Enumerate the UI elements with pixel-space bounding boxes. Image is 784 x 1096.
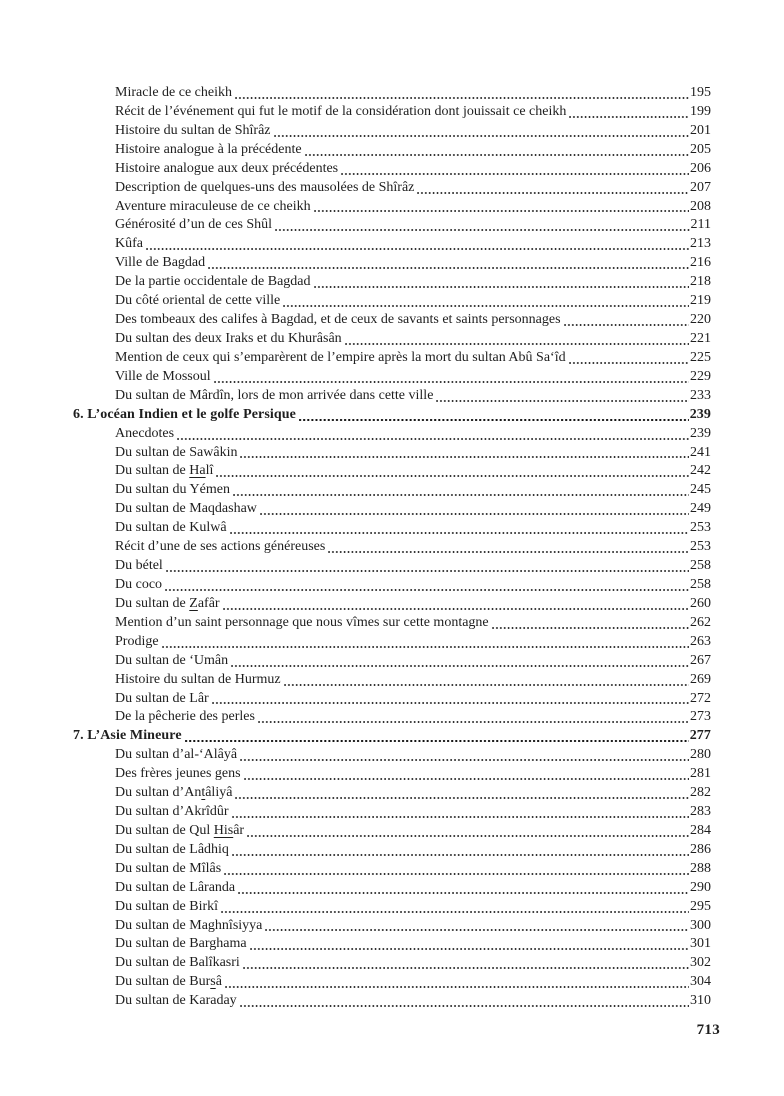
toc-row: [73, 765, 711, 784]
toc-entry-title: Du sultan de Bursâ: [115, 974, 222, 990]
toc-entry-page: 280: [690, 747, 711, 763]
toc-entry-title: Histoire analogue à la précédente: [115, 141, 302, 157]
toc-entry-page: 207: [690, 179, 711, 195]
toc-row: [73, 84, 711, 103]
toc-entry-page: 282: [690, 785, 711, 801]
dot-leader: [231, 664, 689, 668]
toc-entry-title: Des tombeaux des califes à Bagdad, et de ceux de savants et saints personnages: [115, 312, 561, 328]
toc-entry-title: Du sultan de Maghnîsiyya: [115, 917, 263, 933]
toc-entry-page: 300: [690, 917, 711, 933]
dot-leader: [225, 985, 689, 989]
toc-entry-page: 262: [690, 614, 711, 630]
toc-entry-title: Du sultan de Lâr: [115, 690, 209, 706]
dot-leader: [166, 569, 689, 573]
toc-entry-title: Du sultan du Yémen: [115, 482, 230, 498]
toc-entry-title: Histoire du sultan de Hurmuz: [115, 671, 281, 687]
toc-entry-page: 310: [690, 993, 711, 1009]
dot-leader: [328, 550, 689, 554]
toc-row: [73, 954, 711, 973]
toc-row: [73, 292, 711, 311]
dot-leader: [240, 455, 689, 459]
toc-row: [73, 481, 711, 500]
toc-entry-page: 272: [690, 690, 711, 706]
dot-leader: [436, 399, 689, 403]
dot-leader: [299, 418, 689, 422]
dot-leader: [240, 1004, 689, 1008]
toc-row: [73, 349, 711, 368]
toc-entry-title: Description de quelques-uns des mausolées de Shîrâz: [115, 179, 415, 195]
toc-entry-page: 249: [690, 501, 711, 517]
dot-leader: [569, 361, 689, 365]
dot-leader: [258, 720, 689, 724]
toc-entry-page: 205: [690, 141, 711, 157]
dot-leader: [162, 645, 689, 649]
toc-entry-title: Du sultan de Zafâr: [115, 595, 220, 611]
toc-entry-title: Générosité d’un de ces Shûl: [115, 217, 273, 233]
toc-row: [73, 462, 711, 481]
toc-entry-title: Aventure miraculeuse de ce cheikh: [115, 198, 311, 214]
toc-row: [73, 425, 711, 444]
toc-entry-title: Du sultan de Birkî: [115, 898, 219, 914]
toc-entry-page: 242: [690, 463, 711, 479]
dot-leader: [492, 626, 689, 630]
toc-entry-title: Du sultan des deux Iraks et du Khurâsân: [115, 330, 342, 346]
dot-leader: [232, 853, 689, 857]
dot-leader: [216, 474, 689, 478]
toc-entry-title: Ville de Mossoul: [115, 368, 211, 384]
toc-row: [73, 216, 711, 235]
toc-entry-page: 239: [690, 425, 711, 441]
dot-leader: [314, 285, 689, 289]
dot-leader: [284, 683, 689, 687]
toc-entry-page: 216: [690, 255, 711, 271]
dot-leader: [274, 134, 689, 138]
toc-entry-title: Du sultan de Lâdhiq: [115, 841, 229, 857]
toc-row: [73, 368, 711, 387]
toc-row: [73, 519, 711, 538]
toc-entry-title: Mention d’un saint personnage que nous vîmes sur cette montagne: [115, 614, 489, 630]
toc-entry-title: Du sultan de Lâranda: [115, 879, 236, 895]
toc-entry-page: 206: [690, 160, 711, 176]
toc-entry-page: 241: [690, 444, 711, 460]
toc-entry-title: Ville de Bagdad: [115, 255, 206, 271]
dot-leader: [345, 342, 689, 346]
toc-row: [73, 311, 711, 330]
toc-row: [73, 879, 711, 898]
toc-entry-title: Du sultan de Mîlâs: [115, 860, 222, 876]
toc-entry-title: 6. L’océan Indien et le golfe Persique: [73, 406, 296, 422]
toc-entry-page: 213: [690, 236, 711, 252]
toc-entry-page: 258: [690, 558, 711, 574]
toc-entry-page: 273: [690, 709, 711, 725]
toc-row: [73, 935, 711, 954]
dot-leader: [283, 304, 689, 308]
dot-leader: [275, 228, 689, 232]
toc-entry-page: 260: [690, 595, 711, 611]
toc-entry-page: 267: [690, 652, 711, 668]
toc-entry-page: 221: [690, 330, 711, 346]
dot-leader: [260, 512, 689, 516]
toc-row: [73, 973, 711, 992]
toc-entry-title: Du côté oriental de cette ville: [115, 293, 281, 309]
toc-entry-title: Prodige: [115, 633, 159, 649]
toc-entry-page: 208: [690, 198, 711, 214]
toc-entry-title: Récit de l’événement qui fut le motif de la considération dont jouissait ce cheikh: [115, 103, 567, 119]
toc-entry-title: Du sultan d’Antâliyâ: [115, 785, 233, 801]
dot-leader: [185, 739, 689, 743]
toc-row: [73, 992, 711, 1011]
toc-entry-page: 281: [690, 766, 711, 782]
dot-leader: [224, 872, 689, 876]
toc-entry-title: De la partie occidentale de Bagdad: [115, 274, 311, 290]
toc-row: [73, 671, 711, 690]
dot-leader: [238, 891, 689, 895]
dot-leader: [244, 777, 689, 781]
toc-entry-title: Anecdotes: [115, 425, 175, 441]
toc-row: [73, 633, 711, 652]
dot-leader: [341, 172, 689, 176]
toc-row: [73, 860, 711, 879]
toc-entry-page: 199: [690, 103, 711, 119]
toc-entry-page: 283: [690, 804, 711, 820]
dot-leader: [165, 588, 689, 592]
toc-entry-title: Du sultan d’al-‘Alâyâ: [115, 747, 238, 763]
dot-leader: [569, 115, 689, 119]
toc-row: [73, 841, 711, 860]
toc-entry-page: 201: [690, 122, 711, 138]
toc-row: [73, 141, 711, 160]
toc-entry-page: 253: [690, 520, 711, 536]
toc-entry-title: Du sultan de Halî: [115, 463, 214, 479]
table-of-contents: [73, 84, 711, 1011]
dot-leader: [221, 910, 689, 914]
toc-entry-page: 211: [690, 217, 711, 233]
dot-leader: [243, 966, 689, 970]
toc-row: [73, 160, 711, 179]
toc-row: [73, 576, 711, 595]
dot-leader: [232, 815, 689, 819]
dot-leader: [212, 701, 689, 705]
toc-entry-page: 233: [690, 387, 711, 403]
dot-leader: [305, 153, 689, 157]
dot-leader: [417, 191, 689, 195]
dot-leader: [177, 437, 689, 441]
toc-entry-title: Du bétel: [115, 558, 163, 574]
toc-entry-page: 195: [690, 85, 711, 100]
toc-row: [73, 273, 711, 292]
toc-entry-title: Des frères jeunes gens: [115, 766, 241, 782]
toc-row: [73, 822, 711, 841]
toc-row: [73, 803, 711, 822]
toc-entry-page: 225: [690, 349, 711, 365]
toc-entry-title: Histoire du sultan de Shîrâz: [115, 122, 271, 138]
toc-row: [73, 708, 711, 727]
toc-row: [73, 254, 711, 273]
dot-leader: [223, 607, 689, 611]
toc-entry-title: Du sultan de Mârdîn, lors de mon arrivée dans cette ville: [115, 387, 434, 403]
toc-entry-title: De la pêcherie des perles: [115, 709, 255, 725]
toc-entry-page: 229: [690, 368, 711, 384]
toc-entry-page: 245: [690, 482, 711, 498]
toc-row: [73, 538, 711, 557]
dot-leader: [233, 493, 689, 497]
toc-row: [73, 235, 711, 254]
toc-row: [73, 557, 711, 576]
toc-entry-page: 263: [690, 633, 711, 649]
toc-row: [73, 122, 711, 141]
toc-entry-title: Du sultan de Balîkasri: [115, 955, 240, 971]
dot-leader: [230, 531, 689, 535]
toc-entry-page: 304: [690, 974, 711, 990]
toc-entry-page: 269: [690, 671, 711, 687]
toc-entry-page: 219: [690, 293, 711, 309]
dot-leader: [235, 796, 689, 800]
toc-entry-title: Du sultan de Sawâkin: [115, 444, 238, 460]
dot-leader: [240, 758, 689, 762]
toc-entry-title: Du coco: [115, 576, 163, 592]
toc-row: [73, 917, 711, 936]
toc-entry-page: 218: [690, 274, 711, 290]
dot-leader: [214, 380, 689, 384]
dot-leader: [208, 266, 689, 270]
toc-entry-page: 290: [690, 879, 711, 895]
toc-entry-title: Du sultan de Barghama: [115, 936, 247, 952]
toc-entry-title: Du sultan d’Akrîdûr: [115, 804, 229, 820]
toc-entry-title: Du sultan de Kulwâ: [115, 520, 227, 536]
toc-entry-title: Histoire analogue aux deux précédentes: [115, 160, 339, 176]
toc-entry-title: Miracle de ce cheikh: [115, 85, 232, 100]
dot-leader: [146, 247, 689, 251]
toc-entry-page: 277: [689, 728, 711, 744]
dot-leader: [314, 209, 689, 213]
toc-entry-title: Du sultan de Karaday: [115, 993, 237, 1009]
dot-leader: [235, 96, 689, 100]
toc-entry-title: 7. L’Asie Mineure: [73, 728, 182, 744]
page-number: 713: [696, 1022, 720, 1038]
toc-entry-title: Du sultan de Qul Hisâr: [115, 822, 245, 838]
toc-entry-page: 302: [690, 955, 711, 971]
dot-leader: [265, 928, 689, 932]
toc-entry-title: Du sultan de Maqdashaw: [115, 501, 257, 517]
toc-row: [73, 614, 711, 633]
toc-row: [73, 652, 711, 671]
toc-row: [73, 330, 711, 349]
toc-entry-page: 239: [689, 406, 711, 422]
toc-row: [73, 198, 711, 217]
toc-row: [73, 784, 711, 803]
toc-entry-page: 295: [690, 898, 711, 914]
toc-row: [73, 406, 711, 425]
toc-row: [73, 727, 711, 746]
toc-entry-page: 284: [690, 822, 711, 838]
dot-leader: [250, 947, 689, 951]
toc-row: [73, 500, 711, 519]
toc-entry-title: Mention de ceux qui s’emparèrent de l’empire après la mort du sultan Abû Sa‘îd: [115, 349, 566, 365]
toc-row: [73, 179, 711, 198]
toc-entry-page: 301: [690, 936, 711, 952]
toc-row: [73, 690, 711, 709]
toc-entry-title: Récit d’une de ses actions généreuses: [115, 539, 326, 555]
dot-leader: [247, 834, 689, 838]
toc-entry-page: 286: [690, 841, 711, 857]
toc-row: [73, 898, 711, 917]
toc-entry-title: Du sultan de ‘Umân: [115, 652, 229, 668]
dot-leader: [564, 323, 689, 327]
toc-row: [73, 444, 711, 463]
toc-row: [73, 746, 711, 765]
toc-entry-page: 220: [690, 312, 711, 328]
toc-entry-page: 253: [690, 539, 711, 555]
toc-row: [73, 387, 711, 406]
toc-row: [73, 103, 711, 122]
toc-row: [73, 595, 711, 614]
toc-entry-page: 288: [690, 860, 711, 876]
toc-entry-title: Kûfa: [115, 236, 143, 252]
toc-entry-page: 258: [690, 576, 711, 592]
